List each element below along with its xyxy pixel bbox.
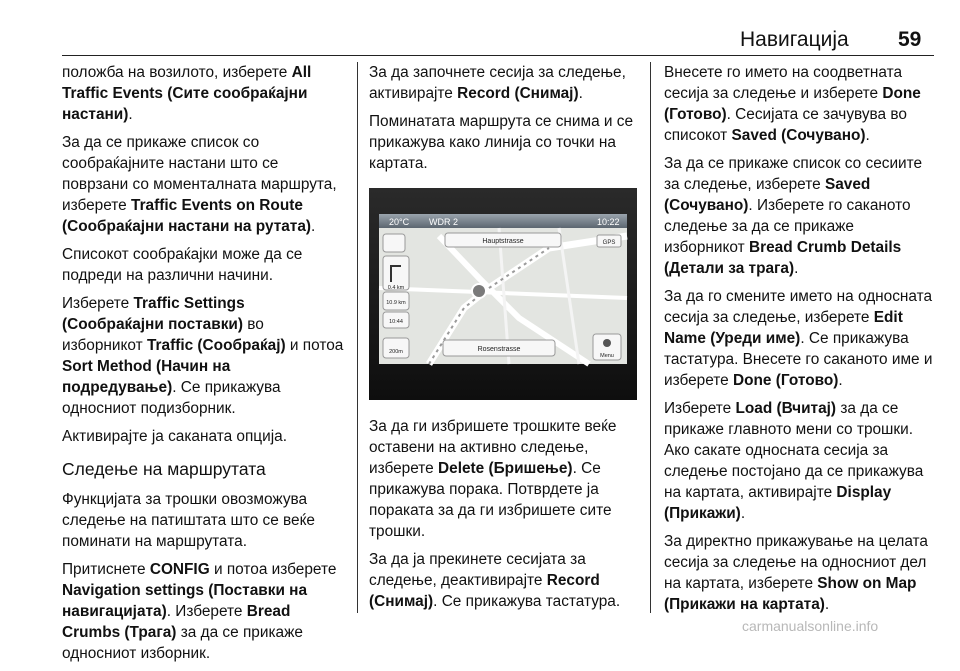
paragraph: За да ги избришете трошките веќе оставени на активно следење, изберете Delete (Бришење). Се прикажува порака. Потврдете ја пораката за да ги избришете сите трошки. [369, 418, 617, 540]
scale-label: 200m [389, 349, 403, 355]
column-1 [62, 62, 346, 671]
paragraph: Внесете го името на соодветната сесија за следење и изберете Done (Готово). Сесијата се зачувува во списокот Saved (Сочувано). [664, 64, 921, 144]
paragraph: Изберете Load (Вчитај) за да се прикаже главното мени со трошки. Ако сакате односната сесија за следење постојано да се прикажува на картата, активирајте Display (Прикажи). [664, 400, 924, 522]
paragraph: Поминатата маршрута се снима и се прикажува како линија со точки на картата. [369, 113, 634, 172]
header-rule [62, 55, 934, 56]
column-2 [369, 62, 639, 619]
vehicle-position-icon [472, 284, 486, 298]
paragraph: За да се прикаже список со сесиите за следење, изберете Saved (Сочувано). Изберете го саканото следење за да се прикаже изборникот Bread Crumb Details (Детали за трага). [664, 155, 923, 277]
paragraph: положба на возилото, изберете All Traffic Events (Сите сообраќајни настани). [62, 64, 312, 123]
navigation-map-illustration [369, 188, 637, 400]
eta-label: 10:44 [389, 319, 403, 325]
paragraph: Списокот сообраќајки може да се подреди на различни начини. [62, 246, 303, 284]
paragraph: Изберете Traffic Settings (Сообраќајни поставки) во изборникот Traffic (Сообраќај) и потоа Sort Method (Начин на подредување). Се прикажува односниот подизборник. [62, 295, 344, 417]
paragraph: Активирајте ја саканата опција. [62, 428, 287, 445]
paragraph: За да ја прекинете сесијата за следење, деактивирајте Record (Снимај). Се прикажува тастатура. [369, 551, 621, 610]
navigation-screen-image [369, 188, 637, 400]
status-bar [379, 214, 627, 228]
paragraph: За да се прикаже список со сообраќајните настани што се поврзани со моменталната маршрута, изберете Traffic Events on Route (Сообраќајни настани на рутата). [62, 134, 337, 235]
column-divider-1 [357, 62, 358, 613]
distance-remaining-label: 10.9 km [386, 300, 406, 306]
station-label: WDR 2 [429, 217, 458, 227]
paragraph: За да го смените името на односната сесија за следење, изберете Edit Name (Уреди име). Се прикажува тастатура. Внесете го саканото име и изберете Done (Готово). [664, 288, 933, 389]
distance-label: 0.4 km [387, 285, 405, 291]
watermark: carmanualsonline.info [742, 618, 879, 634]
page-title: Навигација [740, 28, 849, 51]
street-bottom-label: Rosenstrasse [477, 346, 521, 353]
menu-person-icon [603, 339, 611, 347]
section-heading: Следење на маршрутата [62, 459, 266, 479]
temperature-label: 20°C [389, 217, 410, 227]
clock-label: 10:22 [597, 217, 620, 227]
street-top-label: Hauptstrasse [482, 238, 524, 245]
menu-label: Menu [600, 353, 614, 359]
paragraph: За да започнете сесија за следење, активирајте Record (Снимај). [369, 64, 626, 102]
page-number: 59 [898, 28, 922, 51]
gps-label: GPS [602, 240, 616, 246]
paragraph: За директно прикажување на целата сесија за следење на односниот дел на картата, изберете Show on Map (Прикажи на картата). [664, 533, 928, 613]
paragraph: Функцијата за трошки овозможува следење на патиштата што се веќе поминати на маршрутата. [62, 491, 315, 550]
column-3 [664, 62, 936, 622]
paragraph: Притиснете CONFIG и потоа изберете Navigation settings (Поставки на навигацијата). Изберете Bread Crumbs (Трага) за да се прикаже односниот изборник. [62, 561, 337, 662]
column-divider-2 [650, 62, 651, 613]
